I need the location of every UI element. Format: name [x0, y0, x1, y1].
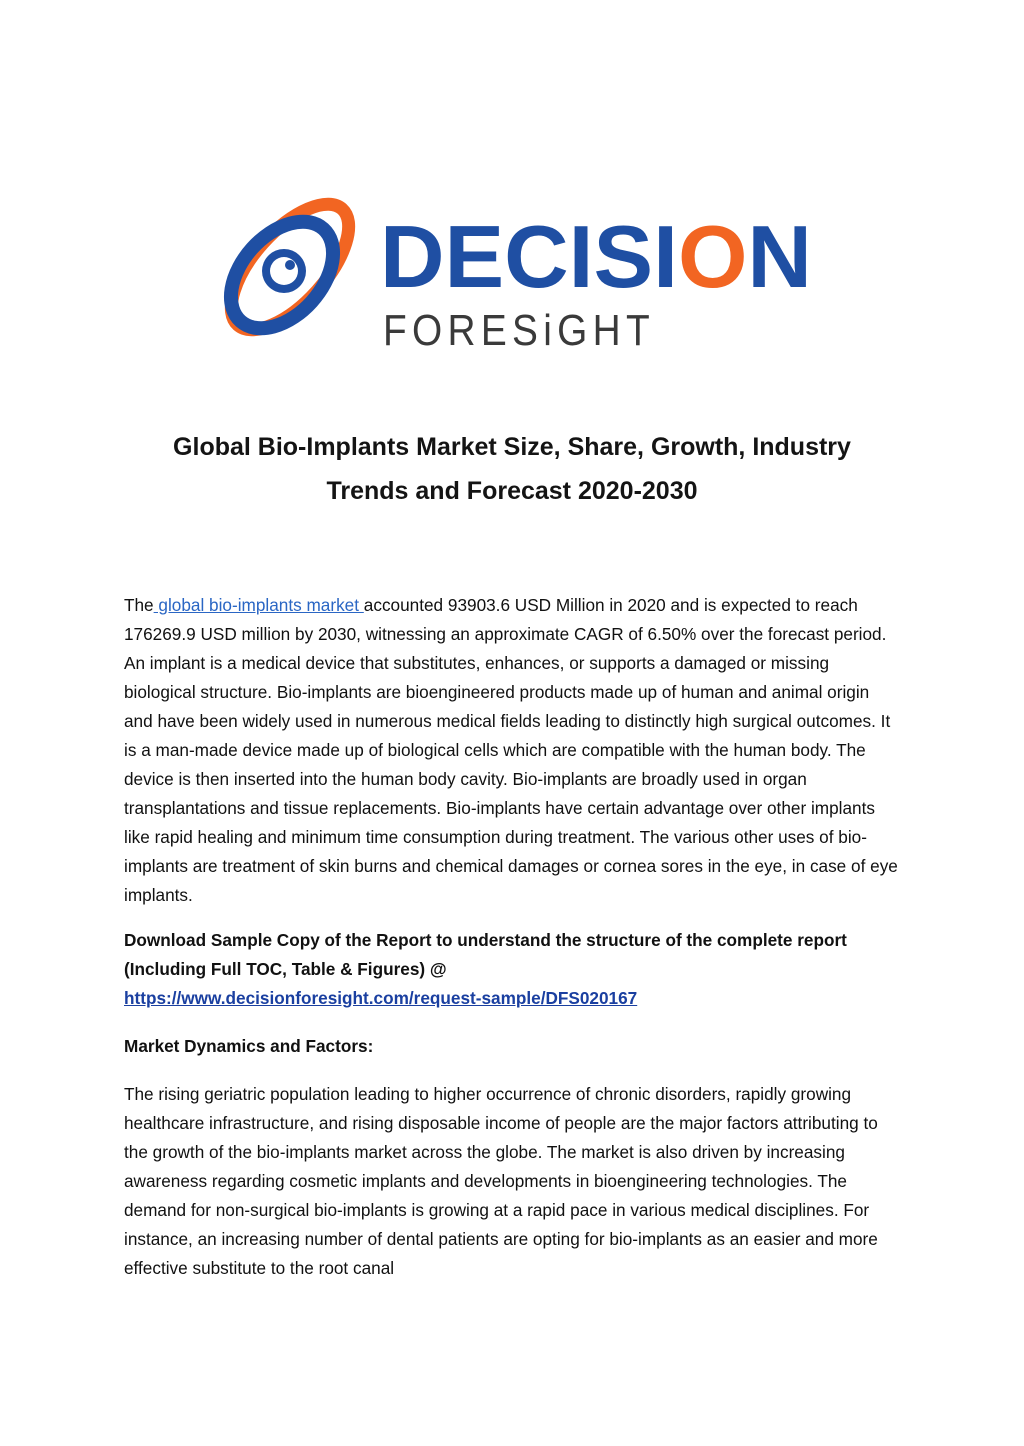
request-sample-link[interactable]: https://www.decisionforesight.com/request-sample/DFS020167 [124, 988, 638, 1008]
section-heading: Market Dynamics and Factors: [124, 1036, 374, 1056]
logo-subtitle: FORESiGHT [383, 306, 655, 355]
intro-paragraph [124, 591, 900, 910]
title-line-1: Global Bio-Implants Market Size, Share, Growth, Industry [173, 433, 851, 461]
company-logo [200, 175, 820, 360]
market-link[interactable]: global bio-implants market [153, 595, 364, 615]
decision-foresight-logo [200, 175, 820, 360]
logo-word-part-2: O [677, 207, 747, 306]
logo-wordmark [380, 207, 812, 306]
intro-body: accounted 93903.6 USD Million in 2020 and is expected to reach 176269.9 USD million by 2030, witnessing an approximate CAGR of 6.50% over the forecast period. An implant is a medical device that substitutes, enhances, or supports a damaged or missing biological structure. Bio-implants are bioengineered products made up of human and animal origin and have been widely used in numerous medical fields leading to distinctly high surgical outcomes. It is a man-made device made up of biological cells which are compatible with the human body. The device is then inserted into the human body cavity. Bio-implants are broadly used in organ transplantations and tissue replacements. Bio-implants have certain advantage over other implants like rapid healing and minimum time consumption during treatment. The various other uses of bio-implants are treatment of skin burns and chemical damages or cornea sores in the eye, in case of eye implants. [124, 595, 898, 905]
document-body [124, 591, 900, 1283]
cta-text: Download Sample Copy of the Report to understand the structure of the complete report (Including Full TOC, Table & Figures) @ [124, 930, 847, 979]
title-line-2: Trends and Forecast 2020-2030 [326, 477, 698, 505]
page-title [120, 425, 904, 513]
logo-word-part-1: DECISI [380, 207, 674, 306]
intro-prefix: The [124, 595, 154, 615]
market-dynamics-paragraph: The rising geriatric population leading to higher occurrence of chronic disorders, rapidly growing healthcare infrastructure, and rising disposable income of people are the major factors attributing to the growth of the bio-implants market across the globe. The market is also driven by increasing awareness regarding cosmetic implants and developments in bioengineering technologies. The demand for non-surgical bio-implants is growing at a rapid pace in various medical disciplines. For instance, an increasing number of dental patients are opting for bio-implants as an easier and more effective substitute to the root canal [124, 1084, 878, 1278]
sample-download-paragraph [124, 926, 900, 1013]
logo-word-part-3: N [747, 207, 812, 306]
eye-orbit-icon [211, 185, 369, 349]
